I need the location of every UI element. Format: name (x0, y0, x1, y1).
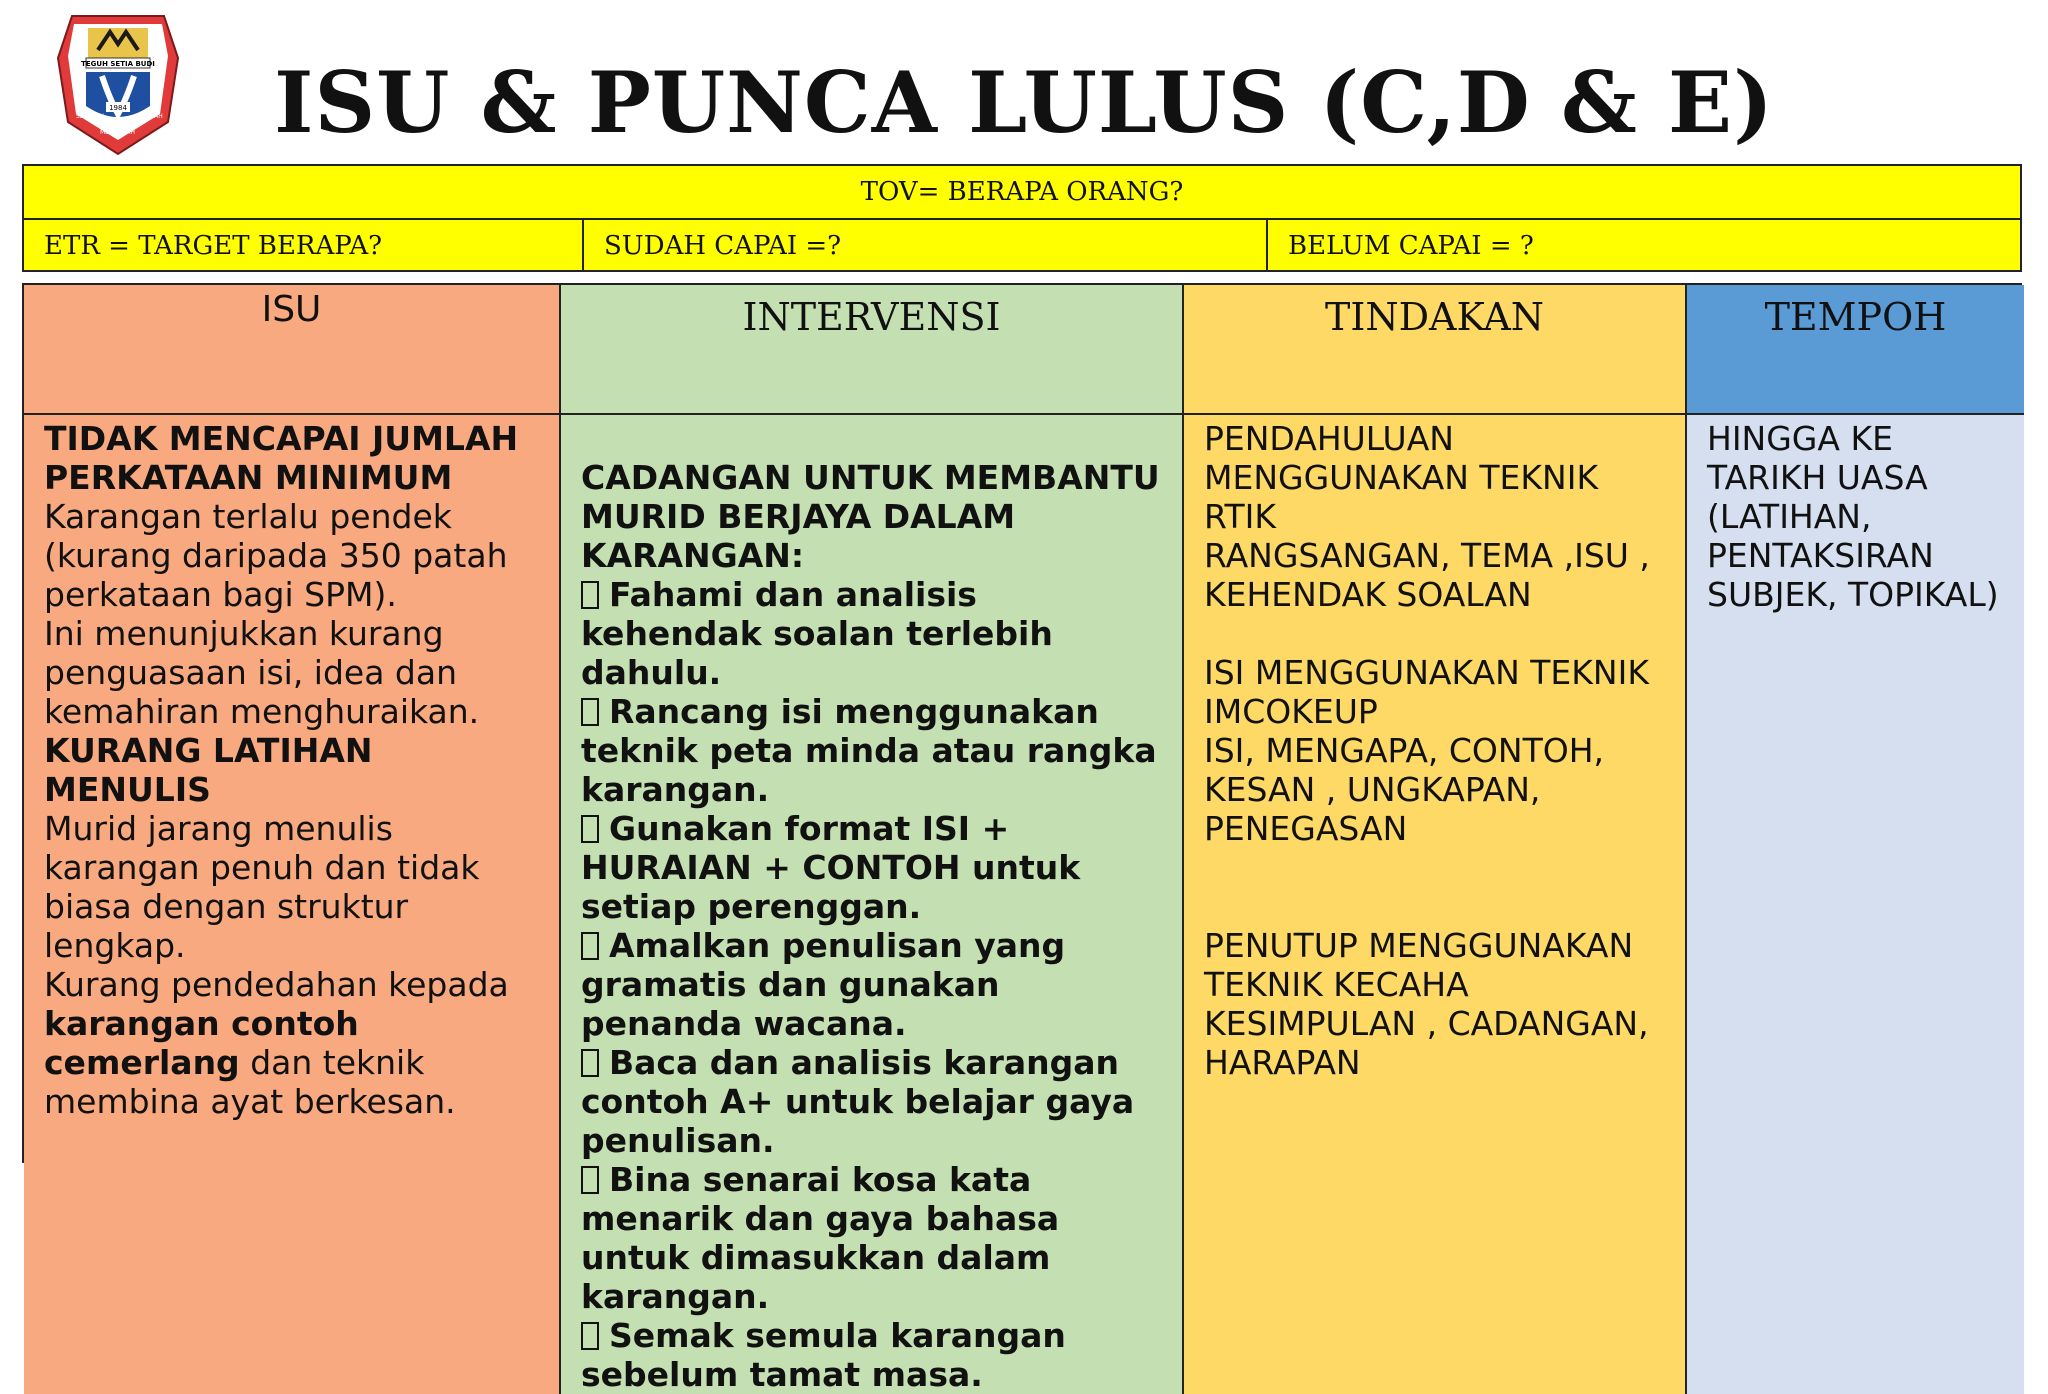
tempoh-text: HINGGA KE TARIKH UASA (LATIHAN, PENTAKSIRAN SUBJEK, TOPIKAL) (1707, 419, 1999, 614)
summary-box (22, 164, 2022, 272)
tindakan-penutup: PENUTUP MENGGUNAKAN TEKNIK KECAHA (1204, 926, 1634, 1004)
missing-glyph-icon (581, 1049, 599, 1077)
intervensi-heading: CADANGAN UNTUK MEMBANTU MURID BERJAYA DALAM KARANGAN: (581, 458, 1160, 575)
missing-glyph-icon (581, 698, 599, 726)
isu-paragraph-1: Karangan terlalu pendek (kurang daripada 350 patah perkataan bagi SPM). (44, 497, 508, 614)
intervensi-item: Rancang isi menggunakan teknik peta minda atau rangka karangan. (581, 692, 1157, 809)
tindakan-isi: ISI MENGGUNAKAN TEKNIK IMCOKEUP (1204, 653, 1649, 731)
summary-row (24, 220, 2020, 272)
isu-p4-bold: karangan contoh cemerlang (44, 1004, 359, 1082)
tindakan-isi-detail: ISI, MENGAPA, CONTOH, KESAN , UNGKAPAN, PENEGASAN (1204, 731, 1605, 848)
logo-ribbon-left: SEKOLAH (76, 113, 105, 120)
header-intervensi: INTERVENSI (561, 285, 1184, 415)
isu-paragraph-4 (44, 965, 543, 1121)
missing-glyph-icon (581, 932, 599, 960)
intervensi-item: Bina senarai kosa kata menarik dan gaya bahasa untuk dimasukkan dalam karangan. (581, 1160, 1060, 1316)
tov-cell: TOV= BERAPA ORANG? (24, 166, 2020, 220)
belum-capai-cell: BELUM CAPAI = ? (1288, 231, 1534, 261)
intervensi-item: Fahami dan analisis kehendak soalan terlebih dahulu. (581, 575, 1053, 692)
missing-glyph-icon (581, 1322, 599, 1350)
header-tempoh: TEMPOH (1687, 285, 2024, 415)
intervensi-item: Semak semula karangan sebelum tamat masa. (581, 1316, 1066, 1394)
issue-table (22, 283, 2022, 1394)
intervensi-item: Baca dan analisis karangan contoh A+ untuk belajar gaya penulisan. (581, 1043, 1135, 1160)
tempoh-column (1687, 415, 2024, 1394)
sudah-capai-cell: SUDAH CAPAI =? (584, 220, 1268, 272)
isu-heading-1: TIDAK MENCAPAI JUMLAH PERKATAAN MINIMUM (44, 419, 519, 497)
header-isu: ISU (24, 285, 561, 415)
logo-year: 1984 (109, 104, 127, 112)
isu-p4-tail: dan teknik membina ayat berkesan. (44, 1043, 456, 1121)
tindakan-column (1184, 415, 1687, 1394)
intervensi-column (561, 415, 1184, 1394)
isu-paragraph-3: Murid jarang menulis karangan penuh dan tidak biasa dengan struktur lengkap. (44, 809, 480, 965)
tindakan-pendahuluan: PENDAHULUAN MENGGUNAKAN TEKNIK RTIK (1204, 419, 1599, 536)
logo-ribbon-middle: MENENGAH (100, 129, 136, 136)
isu-p4-lead: Kurang pendedahan kepada (44, 965, 509, 1004)
missing-glyph-icon (581, 815, 599, 843)
missing-glyph-icon (581, 581, 599, 609)
tindakan-penutup-detail: KESIMPULAN , CADANGAN, HARAPAN (1204, 1004, 1649, 1082)
etr-cell: ETR = TARGET BERAPA? (24, 220, 584, 272)
intervensi-item: Amalkan penulisan yang gramatis dan gunakan penanda wacana. (581, 926, 1066, 1043)
intervensi-item: Gunakan format ISI + HURAIAN + CONTOH untuk setiap perenggan. (581, 809, 1081, 926)
header-tindakan: TINDAKAN (1184, 285, 1687, 415)
isu-paragraph-2: Ini menunjukkan kurang penguasaan isi, idea dan kemahiran menghuraikan. (44, 614, 480, 731)
isu-column (24, 415, 561, 1394)
missing-glyph-icon (581, 1166, 599, 1194)
logo-ribbon-right: SABAH (142, 113, 163, 120)
isu-heading-2: KURANG LATIHAN MENULIS (44, 731, 373, 809)
page-title: ISU & PUNCA LULUS (C,D & E) (274, 53, 1774, 152)
logo-motto: TEGUH SETIA BUDI (81, 60, 155, 68)
tindakan-pendahuluan-detail: RANGSANGAN, TEMA ,ISU , KEHENDAK SOALAN (1204, 536, 1650, 614)
